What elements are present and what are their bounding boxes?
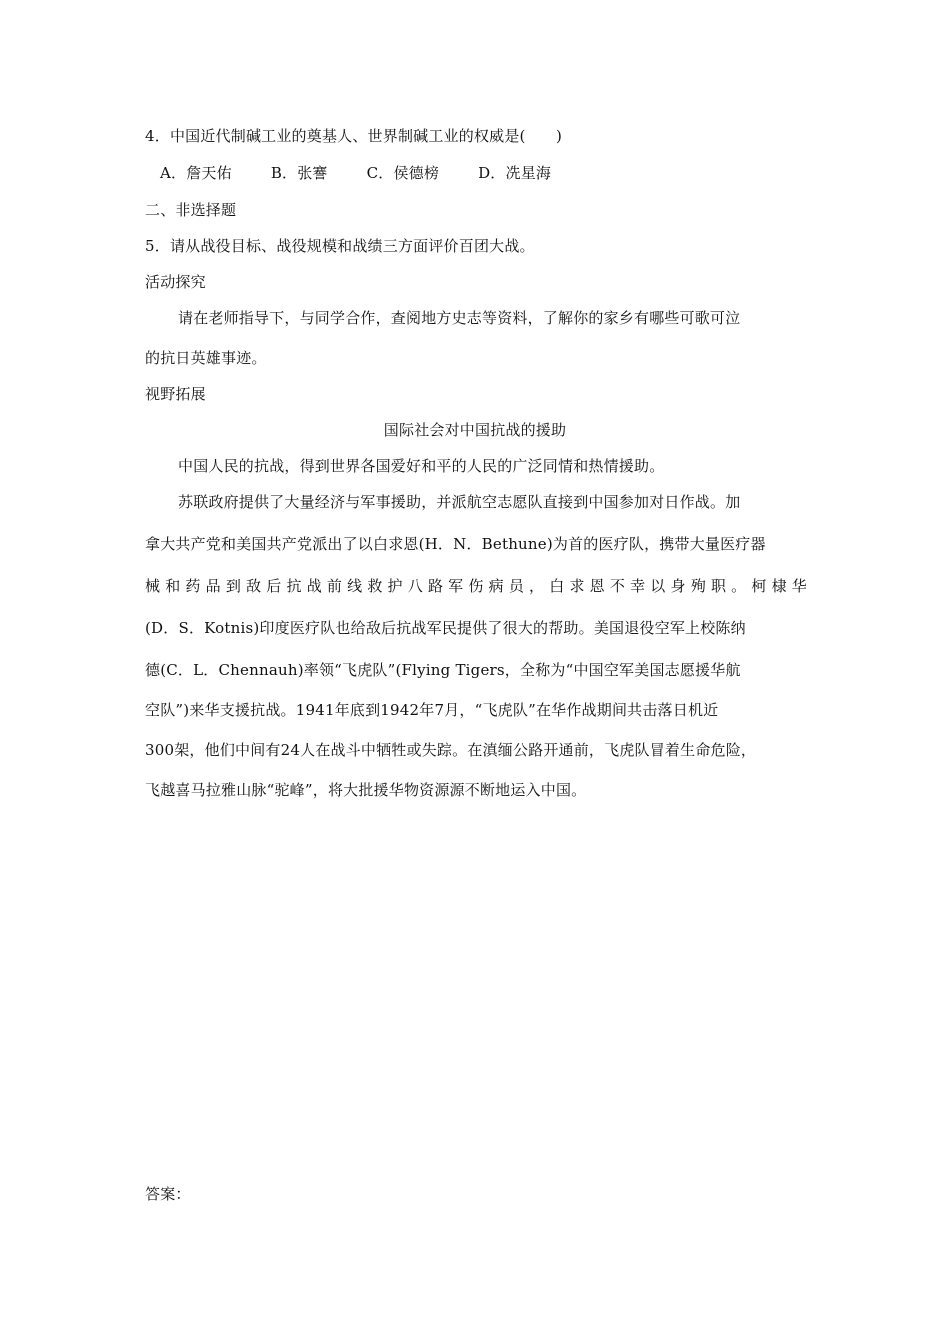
extension-paragraph-2-line-4: (D．S．Kotnis)印度医疗队也给敌后抗战军民提供了很大的帮助。美国退役空军上校陈纳	[145, 619, 746, 637]
extension-paragraph-1: 中国人民的抗战，得到世界各国爱好和平的人民的广泛同情和热情援助。	[178, 457, 665, 475]
extension-paragraph-2-line-7: 300架，他们中间有24人在战斗中牺牲或失踪。在滇缅公路开通前，飞虎队冒着生命危险，	[145, 741, 757, 759]
question-4-options	[160, 163, 585, 183]
activity-line-2: 的抗日英雄事迹。	[145, 349, 267, 367]
extension-paragraph-2-line-3: 械和药品到敌后抗战前线救护八路军伤病员，白求恩不幸以身殉职。柯棣华	[145, 577, 807, 595]
option-c: C．侯德榜	[366, 164, 440, 182]
activity-title: 活动探究	[145, 273, 206, 291]
extension-paragraph-2-line-2: 拿大共产党和美国共产党派出了以白求恩(H．N．Bethune)为首的医疗队，携带大量医疗器	[145, 535, 766, 553]
option-d: D．冼星海	[478, 164, 552, 182]
question-4-stem: 4．中国近代制碱工业的奠基人、世界制碱工业的权威是( )	[145, 127, 563, 145]
option-b: B．张謇	[270, 164, 328, 182]
question-5: 5．请从战役目标、战役规模和战绩三方面评价百团大战。	[145, 237, 535, 255]
extension-paragraph-2-line-1: 苏联政府提供了大量经济与军事援助，并派航空志愿队直接到中国参加对日作战。加	[178, 493, 741, 511]
section-heading-non-choice: 二、非选择题	[145, 201, 237, 219]
extension-paragraph-2-line-5: 德(C．L．Chennauh)率领“飞虎队”(Flying Tigers，全称为“中国空军美国志愿援华航	[145, 661, 741, 679]
answer-label: 答案：	[145, 1185, 191, 1203]
activity-line-1: 请在老师指导下，与同学合作，查阅地方史志等资料，了解你的家乡有哪些可歌可泣	[178, 309, 741, 327]
extension-paragraph-2-line-8: 飞越喜马拉雅山脉“驼峰”，将大批援华物资源源不断地运入中国。	[145, 781, 587, 799]
extension-paragraph-2-line-6: 空队”)来华支援抗战。1941年底到1942年7月，“飞虎队”在华作战期间共击落日机近	[145, 701, 719, 719]
extension-heading: 国际社会对中国抗战的援助	[383, 421, 567, 439]
extension-title: 视野拓展	[145, 385, 206, 403]
option-a: A．詹天佑	[160, 164, 232, 182]
